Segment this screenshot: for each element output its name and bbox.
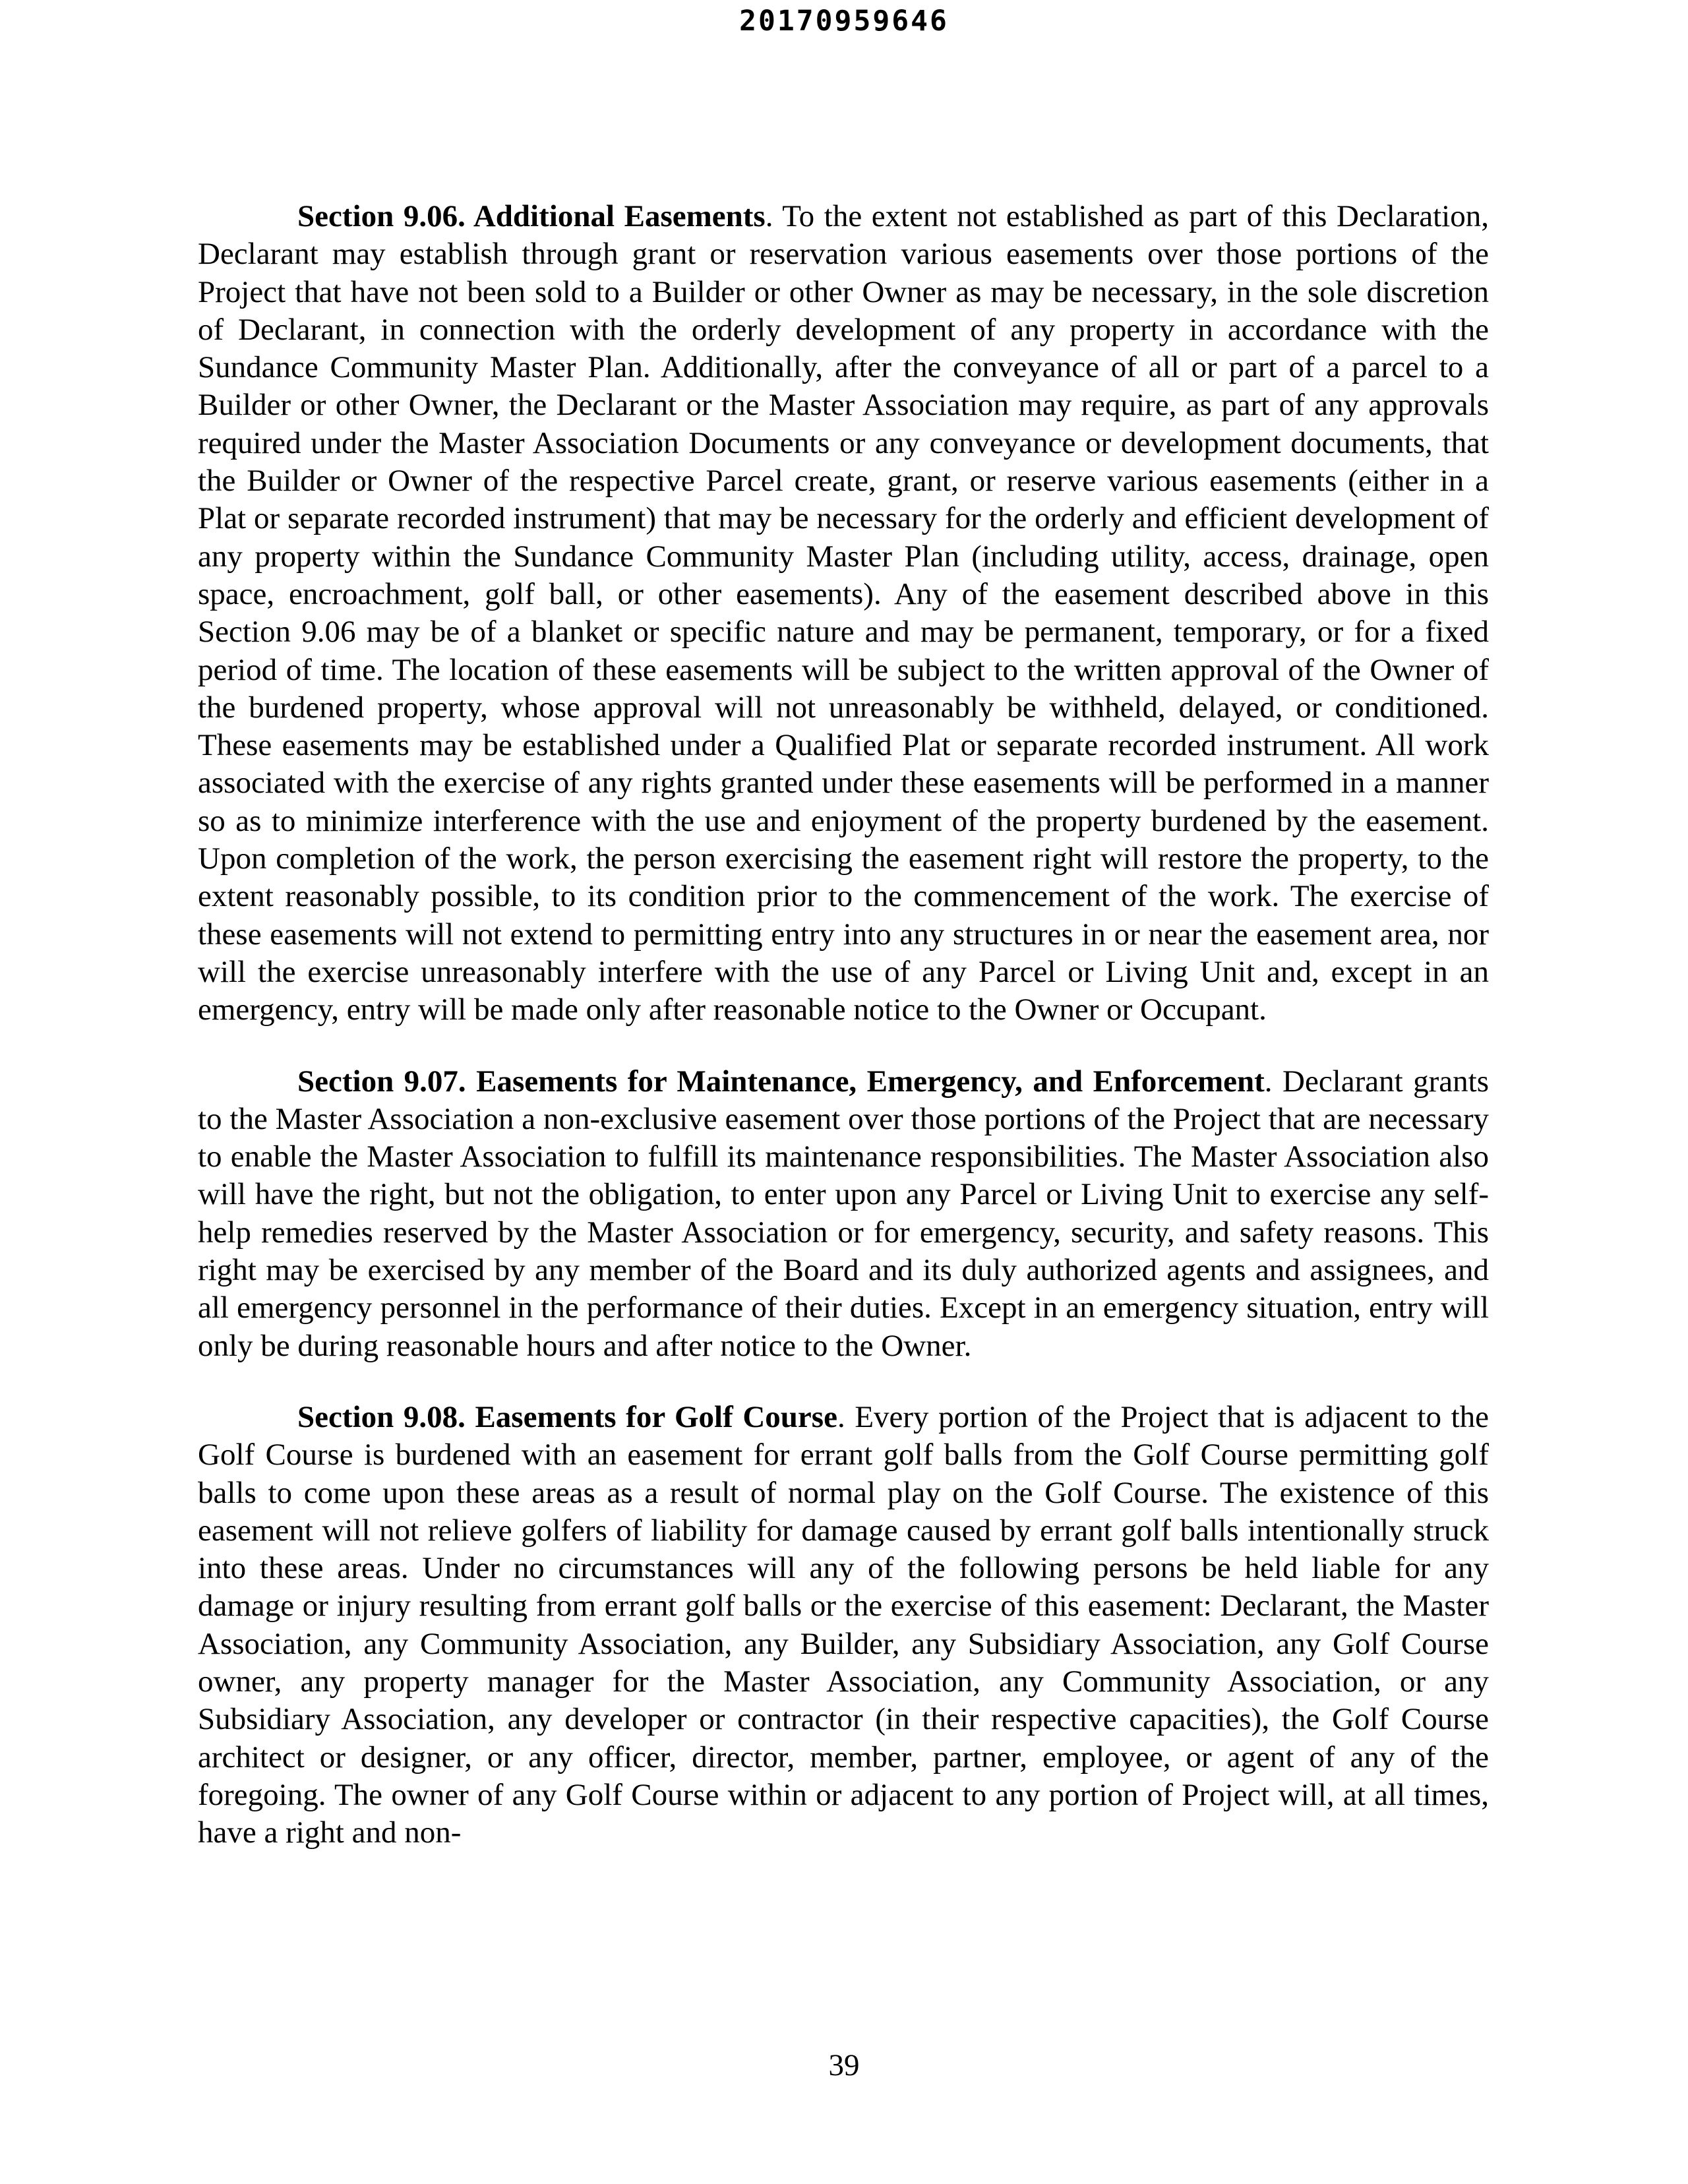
section-9-08-paragraph <box>198 1399 1489 1852</box>
document-body <box>198 198 1489 1852</box>
section-9-07-paragraph <box>198 1063 1489 1365</box>
section-9-06-text: . To the extent not established as part of this Declaration, Declarant may establish through grant or reservation various easements over those portions of the Project that have not been sold to a Builder or other Owner as may be necessary, in the sole discretion of Declarant, in connection with the orderly development of any property in accordance with the Sundance Community Master Plan. Additionally, after the conveyance of all or part of a parcel to a Builder or other Owner, the Declarant or the Master Association may require, as part of any approvals required under the Master Association Documents or any conveyance or development documents, that the Builder or Owner of the respective Parcel create, grant, or reserve various easements (either in a Plat or separate recorded instrument) that may be necessary for the orderly and efficient development of any property within the Sundance Community Master Plan (including utility, access, drainage, open space, encroachment, golf ball, or other easements). Any of the easement described above in this Section 9.06 may be of a blanket or specific nature and may be permanent, temporary, or for a fixed period of time. The location of these easements will be subject to the written approval of the Owner of the burdened property, whose approval will not unreasonably be withheld, delayed, or conditioned. These easements may be established under a Qualified Plat or separate recorded instrument. All work associated with the exercise of any rights granted under these easements will be performed in a manner so as to minimize interference with the use and enjoyment of the property burdened by the easement. Upon completion of the work, the person exercising the easement right will restore the property, to the extent reasonably possible, to its condition prior to the commencement of the work. The exercise of these easements will not extend to permitting entry into any structures in or near the easement area, nor will the exercise unreasonably interfere with the use of any Parcel or Living Unit and, except in an emergency, entry will be made only after reasonable notice to the Owner or Occupant. <box>198 199 1489 1027</box>
section-9-08-text: . Every portion of the Project that is adjacent to the Golf Course is burdened with an easement for errant golf balls from the Golf Course permitting golf balls to come upon these areas as a result of normal play on the Golf Course. The existence of this easement will not relieve golfers of liability for damage caused by errant golf balls intentionally struck into these areas. Under no circumstances will any of the following persons be held liable for any damage or injury resulting from errant golf balls or the exercise of this easement: Declarant, the Master Association, any Community Association, any Builder, any Subsidiary Association, any Golf Course owner, any property manager for the Master Association, any Community Association, or any Subsidiary Association, any developer or contractor (in their respective capacities), the Golf Course architect or designer, or any officer, director, member, partner, employee, or agent of any of the foregoing. The owner of any Golf Course within or adjacent to any portion of Project will, at all times, have a right and non- <box>198 1399 1489 1850</box>
section-9-06-heading: Section 9.06. Additional Easements <box>297 199 766 233</box>
section-9-08-heading: Section 9.08. Easements for Golf Course <box>297 1399 837 1434</box>
page-number: 39 <box>828 2048 860 2082</box>
section-9-06-paragraph <box>198 198 1489 1029</box>
section-9-07-heading: Section 9.07. Easements for Maintenance, Emergency, and Enforcement <box>297 1064 1265 1099</box>
section-9-07-text: . Declarant grants to the Master Association a non-exclusive easement over those portions of the Project that are necessary to enable the Master Association to fulfill its maintenance responsibilities. The Master Association also will have the right, but not the obligation, to enter upon any Parcel or Living Unit to exercise any self-help remedies reserved by the Master Association or for emergency, security, and safety reasons. This right may be exercised by any member of the Board and its duly authorized agents and assignees, and all emergency personnel in the performance of their duties. Except in an emergency situation, entry will only be during reasonable hours and after notice to the Owner. <box>198 1064 1490 1363</box>
document-number: 20170959646 <box>739 5 949 38</box>
